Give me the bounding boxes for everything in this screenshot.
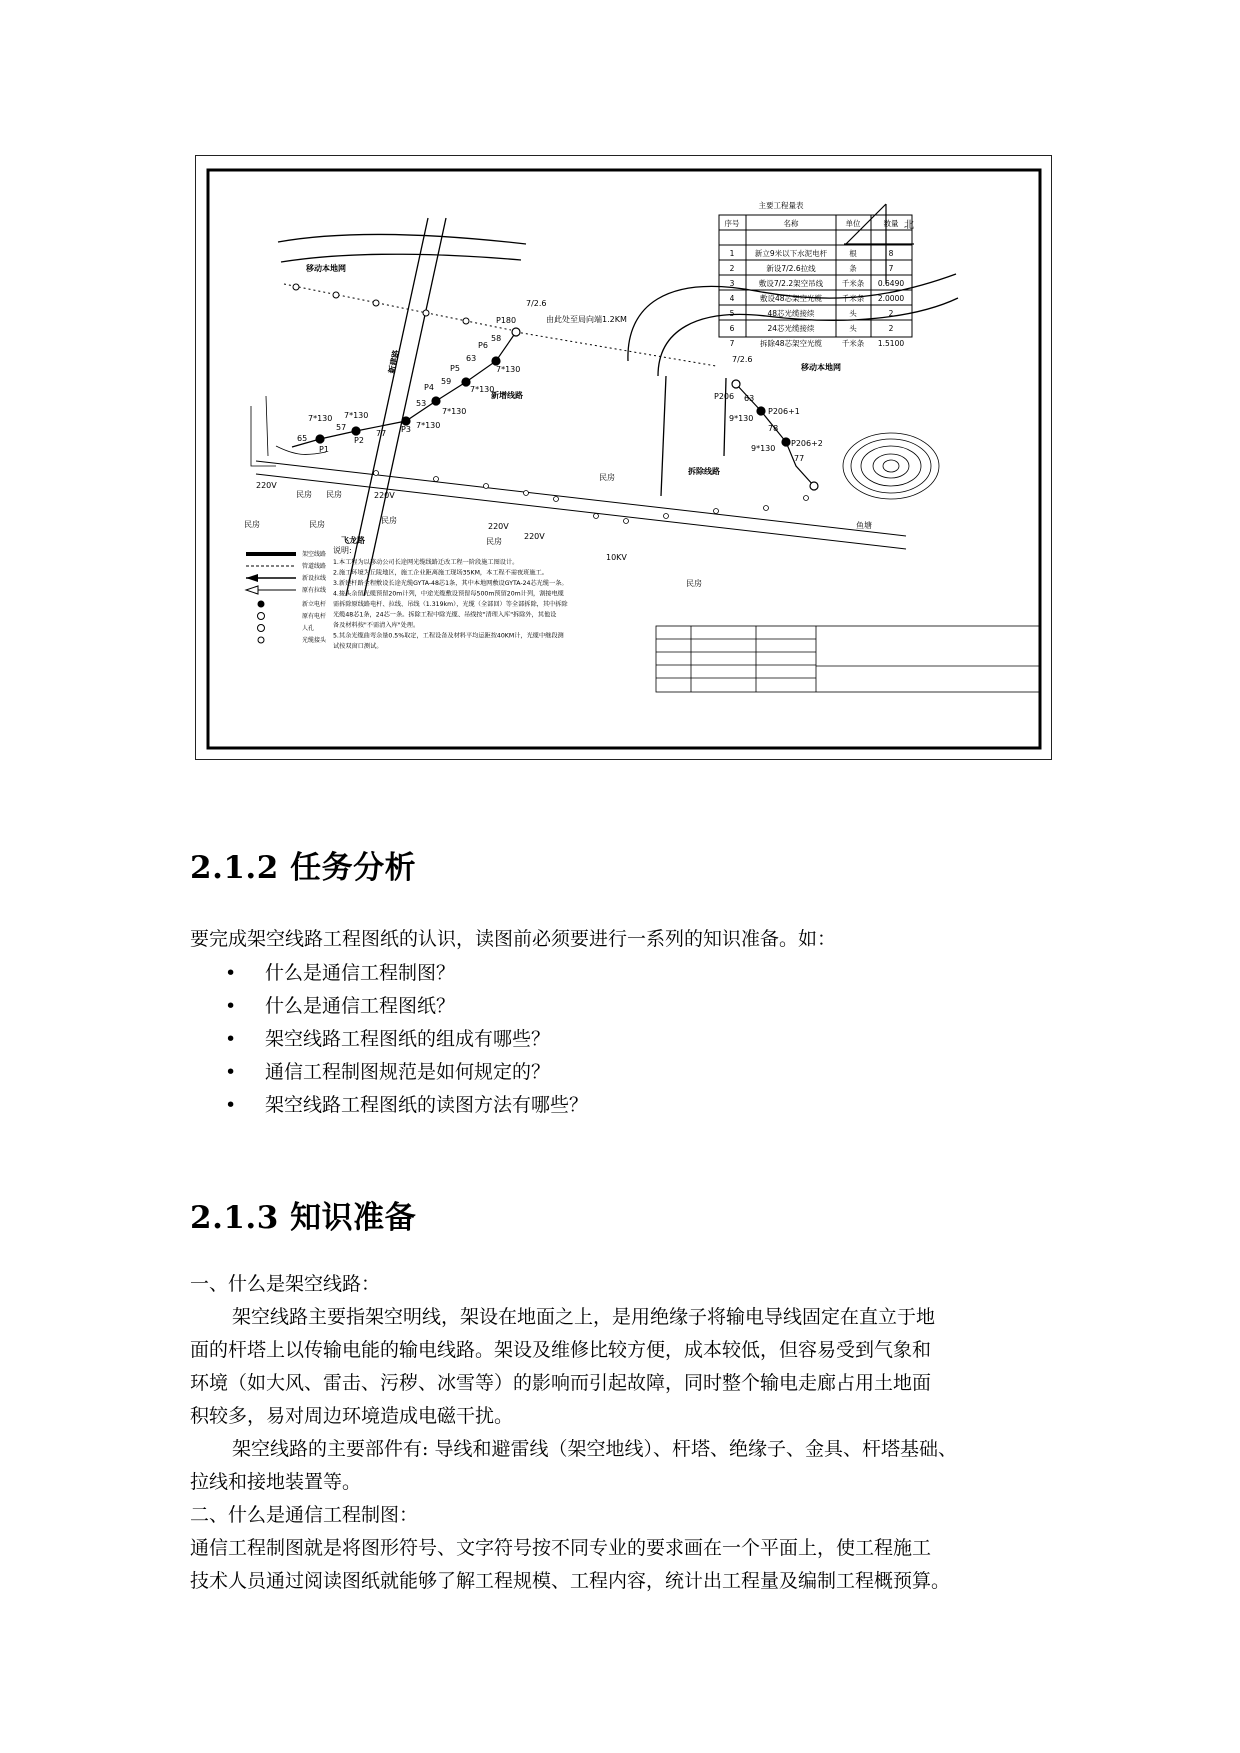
knowledge-body bbox=[190, 1268, 1070, 1598]
table-cell: 7 bbox=[888, 264, 894, 273]
section-title-knowledge: 2.1.3 知识准备 bbox=[190, 1200, 417, 1236]
table-title: 主要工程量表 bbox=[758, 201, 804, 210]
legend-label: 新设拉线 bbox=[302, 575, 327, 582]
label-p206: P206 bbox=[714, 392, 735, 401]
label-p4: P4 bbox=[424, 383, 434, 392]
table-header-cell: 单位 bbox=[845, 219, 861, 228]
label-p206-1: P206+1 bbox=[768, 407, 800, 416]
label-demolish-route: 拆除线路 bbox=[688, 467, 720, 476]
label-span-f: 7*130 bbox=[308, 414, 333, 423]
label-10kv: 10KV bbox=[606, 553, 627, 562]
legend-label: 新立电杆 bbox=[302, 601, 327, 608]
list-item-text: 架空线路工程图纸的组成有哪些？ bbox=[265, 1028, 551, 1050]
mobile-network-route bbox=[284, 284, 716, 366]
table-cell: 0.6490 bbox=[877, 279, 905, 288]
label-220v-b: 220V bbox=[374, 491, 395, 500]
paragraph-line: 拉线和接地装置等。 bbox=[190, 1471, 362, 1493]
list-item bbox=[190, 957, 588, 990]
label-mobile-net-right: 移动本地网 bbox=[801, 363, 841, 372]
house-7: 民房 bbox=[486, 537, 502, 546]
label-p180: P180 bbox=[496, 316, 517, 325]
label-220v-a: 220V bbox=[256, 481, 277, 490]
list-item-text: 什么是通信工程图纸？ bbox=[265, 995, 456, 1017]
riverside-hatch bbox=[251, 396, 326, 466]
pond-icon bbox=[843, 433, 939, 499]
table-cell: 2 bbox=[888, 324, 894, 333]
table-cell: 敷设48芯架空光缆 bbox=[759, 294, 823, 303]
label-distance-note: 由此处至局向端1.2KM bbox=[546, 315, 627, 324]
house-1: 民房 bbox=[296, 490, 312, 499]
label-span-e: 7*130 bbox=[344, 411, 369, 420]
table-cell: 新设7/2.6拉线 bbox=[766, 264, 816, 273]
table-cell: 头 bbox=[849, 324, 857, 333]
table-cell: 24芯光缆接续 bbox=[767, 324, 815, 333]
label-r78: 78 bbox=[768, 424, 779, 433]
house-4: 民房 bbox=[309, 520, 325, 529]
label-span-c: 7*130 bbox=[442, 407, 467, 416]
bullet: • bbox=[225, 995, 237, 1017]
bullet: • bbox=[225, 1061, 237, 1083]
label-new-route: 新增线路 bbox=[491, 391, 523, 400]
label-59: 59 bbox=[441, 377, 452, 386]
label-mobile-net-left: 移动本地网 bbox=[306, 264, 346, 273]
legend-label: 管道线路 bbox=[302, 563, 327, 570]
notes-title: 说明: bbox=[333, 546, 352, 555]
label-63: 63 bbox=[466, 354, 477, 363]
legend bbox=[246, 550, 327, 644]
question-heading-1: 一、什么是架空线路： bbox=[190, 1273, 381, 1295]
note-line: 1.本工程为以移动公司长途网光缆线路迁改工程一阶段施工图设计。 bbox=[333, 559, 519, 566]
paragraph-line: 技术人员通过阅读图纸就能够了解工程规模、工程内容，统计出工程量及编制工程概预算。 bbox=[190, 1570, 951, 1592]
table-cell: 5 bbox=[729, 309, 735, 318]
paragraph-line: 环境（如大风、雷击、污秽、冰雪等）的影响而引起故障，同时整个输电走廊占用土地面 bbox=[190, 1372, 932, 1394]
table-cell: 7 bbox=[729, 339, 735, 348]
legend-label: 架空线路 bbox=[302, 551, 327, 558]
label-220v-c: 220V bbox=[488, 522, 509, 531]
paragraph-line: 积较多，易对周边环境造成电磁干扰。 bbox=[190, 1405, 514, 1427]
table-cell: 千米条 bbox=[841, 339, 865, 348]
table-cell: 3 bbox=[729, 279, 735, 288]
label-road: 新建路 bbox=[387, 349, 401, 375]
table-cell: 2 bbox=[729, 264, 735, 273]
label-p2: P2 bbox=[354, 436, 364, 445]
list-item-text: 架空线路工程图纸的读图方法有哪些？ bbox=[265, 1094, 589, 1116]
analysis-intro: 要完成架空线路工程图纸的认识，读图前必须要进行一系列的知识准备。如： bbox=[190, 928, 837, 950]
section-title-analysis: 2.1.2 任务分析 bbox=[190, 850, 417, 886]
label-65: 65 bbox=[297, 434, 308, 443]
note-line: 备及材料按"不需清入库"处理。 bbox=[333, 622, 420, 629]
table-cell: 拆除48芯架空光缆 bbox=[759, 339, 823, 348]
note-line: 3.新建杆路全程敷设长途光缆GYTA-48芯1条，其中本地网敷设GYTA-24芯光缆一条。 bbox=[333, 580, 568, 587]
table-header-cell: 数量 bbox=[883, 219, 899, 228]
label-53: 53 bbox=[416, 399, 427, 408]
question-list bbox=[190, 957, 588, 1122]
house-5: 民房 bbox=[381, 516, 397, 525]
list-item bbox=[190, 1089, 588, 1122]
note-line: 试按双窗口测试。 bbox=[333, 643, 383, 650]
legend-label: 光缆接头 bbox=[302, 637, 327, 644]
house-2: 民房 bbox=[326, 490, 342, 499]
label-p5: P5 bbox=[450, 364, 460, 373]
house-8: 民房 bbox=[686, 579, 702, 588]
list-item bbox=[190, 1023, 588, 1056]
table-cell: 2.0000 bbox=[877, 294, 905, 303]
label-220v-d: 220V bbox=[524, 532, 545, 541]
note-line: 需拆除原线路电杆、拉线、吊线（1.319km），光缆（全部回）等全部拆除，其中拆除 bbox=[333, 601, 568, 608]
note-line: 2.施工环境为丘陵地区，施工企业距离施工现场35KM，本工程不需夜班施工。 bbox=[333, 569, 548, 577]
north-label: 北 bbox=[904, 220, 914, 231]
label-span-9b: 9*130 bbox=[751, 444, 776, 453]
label-57: 57 bbox=[336, 423, 347, 432]
table-cell: 2 bbox=[888, 309, 894, 318]
bullet: • bbox=[225, 962, 237, 984]
paragraph-line: 架空线路主要指架空明线，架设在地面之上，是用绝缘子将输电导线固定在直立于地 bbox=[232, 1306, 936, 1328]
label-pond: 鱼塘 bbox=[856, 521, 872, 530]
table-cell: 根 bbox=[849, 249, 857, 258]
bullet: • bbox=[225, 1028, 237, 1050]
legend-label: 人孔 bbox=[302, 625, 315, 632]
label-p206-2: P206+2 bbox=[791, 439, 823, 448]
paragraph-line: 通信工程制图就是将图形符号、文字符号按不同专业的要求画在一个平面上，使工程施工 bbox=[190, 1537, 932, 1559]
label-58: 58 bbox=[491, 334, 502, 343]
label-p3: P3 bbox=[401, 425, 411, 434]
note-line: 4.接头余留光缆预留20m计列，中途光缆敷设预留每500m预留20m计列，割接电缆 bbox=[333, 590, 564, 598]
list-item-text: 通信工程制图规范是如何规定的？ bbox=[265, 1061, 551, 1083]
overhead-line-drawing bbox=[195, 155, 1052, 760]
table-cell: 千米条 bbox=[841, 294, 865, 303]
legend-label: 原有拉线 bbox=[302, 587, 327, 594]
label-p6: P6 bbox=[478, 341, 488, 350]
label-span-a: 7*130 bbox=[496, 365, 521, 374]
table-cell: 8 bbox=[888, 249, 894, 258]
label-airport-road: 飞龙路 bbox=[341, 536, 365, 545]
label-r77: 77 bbox=[794, 454, 805, 463]
label-span-9a: 9*130 bbox=[729, 414, 754, 423]
table-header-cell: 序号 bbox=[724, 219, 740, 228]
title-block bbox=[656, 626, 1040, 692]
note-line: 光缆48芯1条，24芯一条。拆除工程中除光缆、吊线按"清理入库"拆除外，其他设 bbox=[333, 611, 557, 619]
list-item bbox=[190, 1056, 588, 1089]
list-item bbox=[190, 990, 588, 1023]
table-cell: 48芯光缆接续 bbox=[767, 309, 815, 318]
table-cell: 4 bbox=[729, 294, 735, 303]
table-cell: 1.5100 bbox=[877, 339, 905, 348]
demolish-route bbox=[374, 471, 809, 524]
house-3: 民房 bbox=[244, 520, 260, 529]
table-cell: 敷设7/2.2架空吊线 bbox=[758, 279, 824, 288]
table-cell: 条 bbox=[849, 264, 857, 273]
table-cell: 头 bbox=[849, 309, 857, 318]
note-line: 5.其余光缆曲弯余量0.5%取定，工程设备及材料平均运距按40KM计，光缆中继段测 bbox=[333, 632, 564, 640]
label-r63: 63 bbox=[744, 394, 755, 403]
label-p1: P1 bbox=[319, 445, 329, 454]
legend-label: 原有电杆 bbox=[302, 613, 327, 620]
table-header-cell: 名称 bbox=[783, 219, 799, 228]
paragraph-line: 架空线路的主要部件有: 导线和避雷线（架空地线）、杆塔、绝缘子、金具、杆塔基础、 bbox=[232, 1438, 957, 1460]
label-ratio-top: 7/2.6 bbox=[526, 299, 547, 308]
table-cell: 新立9米以下水泥电杆 bbox=[754, 249, 828, 258]
label-77: 77 bbox=[376, 429, 387, 438]
list-item-text: 什么是通信工程制图？ bbox=[265, 962, 456, 984]
label-span-d: 7*130 bbox=[416, 421, 441, 430]
question-heading-2: 二、什么是通信工程制图： bbox=[190, 1504, 419, 1526]
table-cell: 1 bbox=[729, 249, 735, 258]
paragraph-line: 面的杆塔上以传输电能的输电线路。架设及维修比较方便，成本较低，但容易受到气象和 bbox=[190, 1339, 932, 1361]
quantities-table bbox=[719, 200, 912, 348]
drawing-canvas bbox=[196, 156, 1053, 761]
table-cell: 千米条 bbox=[841, 279, 865, 288]
house-6: 民房 bbox=[599, 473, 615, 482]
drawing-notes bbox=[333, 545, 568, 650]
label-ratio-right: 7/2.6 bbox=[732, 355, 753, 364]
label-span-b: 7*130 bbox=[470, 385, 495, 394]
bullet: • bbox=[225, 1094, 237, 1116]
table-cell: 6 bbox=[729, 324, 735, 333]
